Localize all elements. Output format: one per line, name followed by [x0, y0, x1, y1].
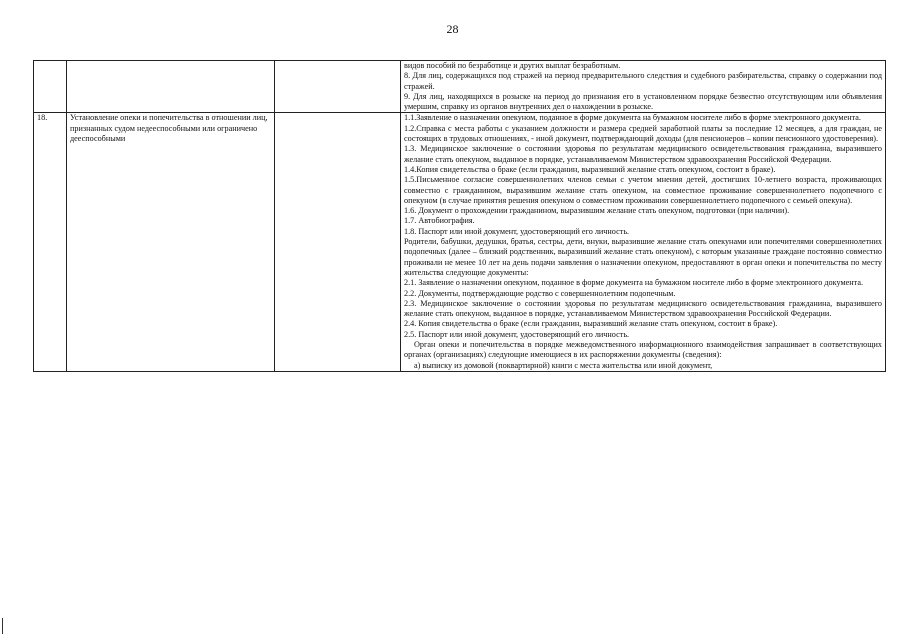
- document-paragraph: а) выписку из домовой (поквартирной) книги с места жительства или иной документ,: [414, 360, 713, 370]
- document-paragraph: 2.1. Заявление о назначении опекуном, поданное в форме документа на бумажном носителе либо в форме электронного документа.: [404, 278, 864, 288]
- document-paragraph: 8. Для лиц, содержащихся под стражей на период предварительного следствия и судебного разбирательства, справку о содержании под стражей.: [404, 71, 882, 91]
- document-paragraph: 1.4.Копия свидетельства о браке (если гражданин, выразивший желание стать опекуном, состоит в браке).: [404, 164, 776, 174]
- document-paragraph: 9. Для лиц, находящихся в розыске на период до признания его в установленном порядке безвестно отсутствующим или объявления умершим, справку из органов внутренних дел о нахождении в розыске.: [404, 91, 882, 112]
- row-number-cell: [34, 61, 67, 113]
- page-number: 28: [446, 22, 459, 36]
- service-name-cell: [67, 61, 275, 113]
- service-name-cell: Установление опеки и попечительства в отношении лиц, признанных судом недееспособными или ограничено дееспособными: [67, 113, 275, 371]
- table-row: [34, 113, 886, 371]
- document-paragraph: 1.8. Паспорт или иной документ, удостоверяющий его личность.: [404, 226, 630, 236]
- document-paragraph: 1.3. Медицинское заключение о состоянии здоровья по результатам медицинского освидетельствования гражданина, выразившего желание стать опекуном, выданное в порядке, устанавливаемом Министерством здравоохранения Российской Федерации.: [404, 144, 882, 164]
- document-paragraph: 1.1.Заявление о назначении опекуном, поданное в форме документа на бумажном носителе либо в форме электронного документа.: [404, 113, 861, 123]
- document-paragraph: 1.6. Документ о прохождении гражданином, выразившим желание стать опекуном, подготовки (при наличии).: [404, 206, 790, 216]
- document-paragraph: 2.4. Копия свидетельства о браке (если гражданин, выразивший желание стать опекуном, состоит в браке).: [404, 319, 778, 329]
- document-paragraph: 2.5. Паспорт или иной документ, удостоверяющий его личность.: [404, 329, 630, 339]
- document-paragraph: 1.5.Письменное согласие совершеннолетних членов семьи с учетом мнения детей, достигших 10-летнего возраста, проживающих совместно с гражданином, выразившим желание стать опекуном, на совместное проживание совершеннолетнего подопечного с опекуном (в случае принятия решения опекуном о совместном проживании совершеннолетнего подопечного с семьей опекуна).: [404, 175, 882, 205]
- document-paragraph: видов пособий по безработице и других выплат безработным.: [404, 61, 621, 70]
- empty-cell: [275, 113, 401, 371]
- row-number-cell: 18.: [34, 113, 67, 371]
- document-paragraph: 2.2. Документы, подтверждающие родство с совершеннолетним подопечным.: [404, 288, 676, 298]
- document-paragraph: 1.7. Автобиография.: [404, 216, 475, 226]
- document-paragraph: Родители, бабушки, дедушки, братья, сестры, дети, внуки, выразившие желание стать опекунами или попечителями совершеннолетних подопечных (далее – близкий родственник, выразивший желание стать опекуном), с которым указанные граждане постоянно совместно проживали не менее 10 лет на день подачи заявления о назначении опекуном, предоставляют в орган опеки и попечительства по месту жительства следующие документы:: [404, 237, 882, 277]
- document-paragraph: Орган опеки и попечительства в порядке межведомственного информационного взаимодействия запрашивает в соответствующих органах (организациях) следующие имеющиеся в их распоряжении документы (сведения):: [404, 340, 882, 360]
- documents-cell: [401, 113, 886, 371]
- document-paragraph: 2.3. Медицинское заключение о состоянии здоровья по результатам медицинского освидетельствования гражданина, выразившего желание стать опекуном, выданное в порядке, устанавливаемом Министерством здравоохранения Российской Федерации.: [404, 298, 882, 319]
- document-table: [33, 60, 886, 372]
- empty-cell: [275, 61, 401, 113]
- document-paragraph: 1.2.Справка с места работы с указанием должности и размера средней заработной платы за последние 12 месяцев, а для граждан, не состоящих в трудовых отношениях, - иной документ, подтверждающий доходы (для пенсионеров – копии пенсионного удостоверения).: [404, 123, 882, 144]
- document-table-body: [34, 61, 886, 372]
- table-row: [34, 61, 886, 113]
- margin-mark: [2, 618, 3, 634]
- documents-cell: [401, 61, 886, 113]
